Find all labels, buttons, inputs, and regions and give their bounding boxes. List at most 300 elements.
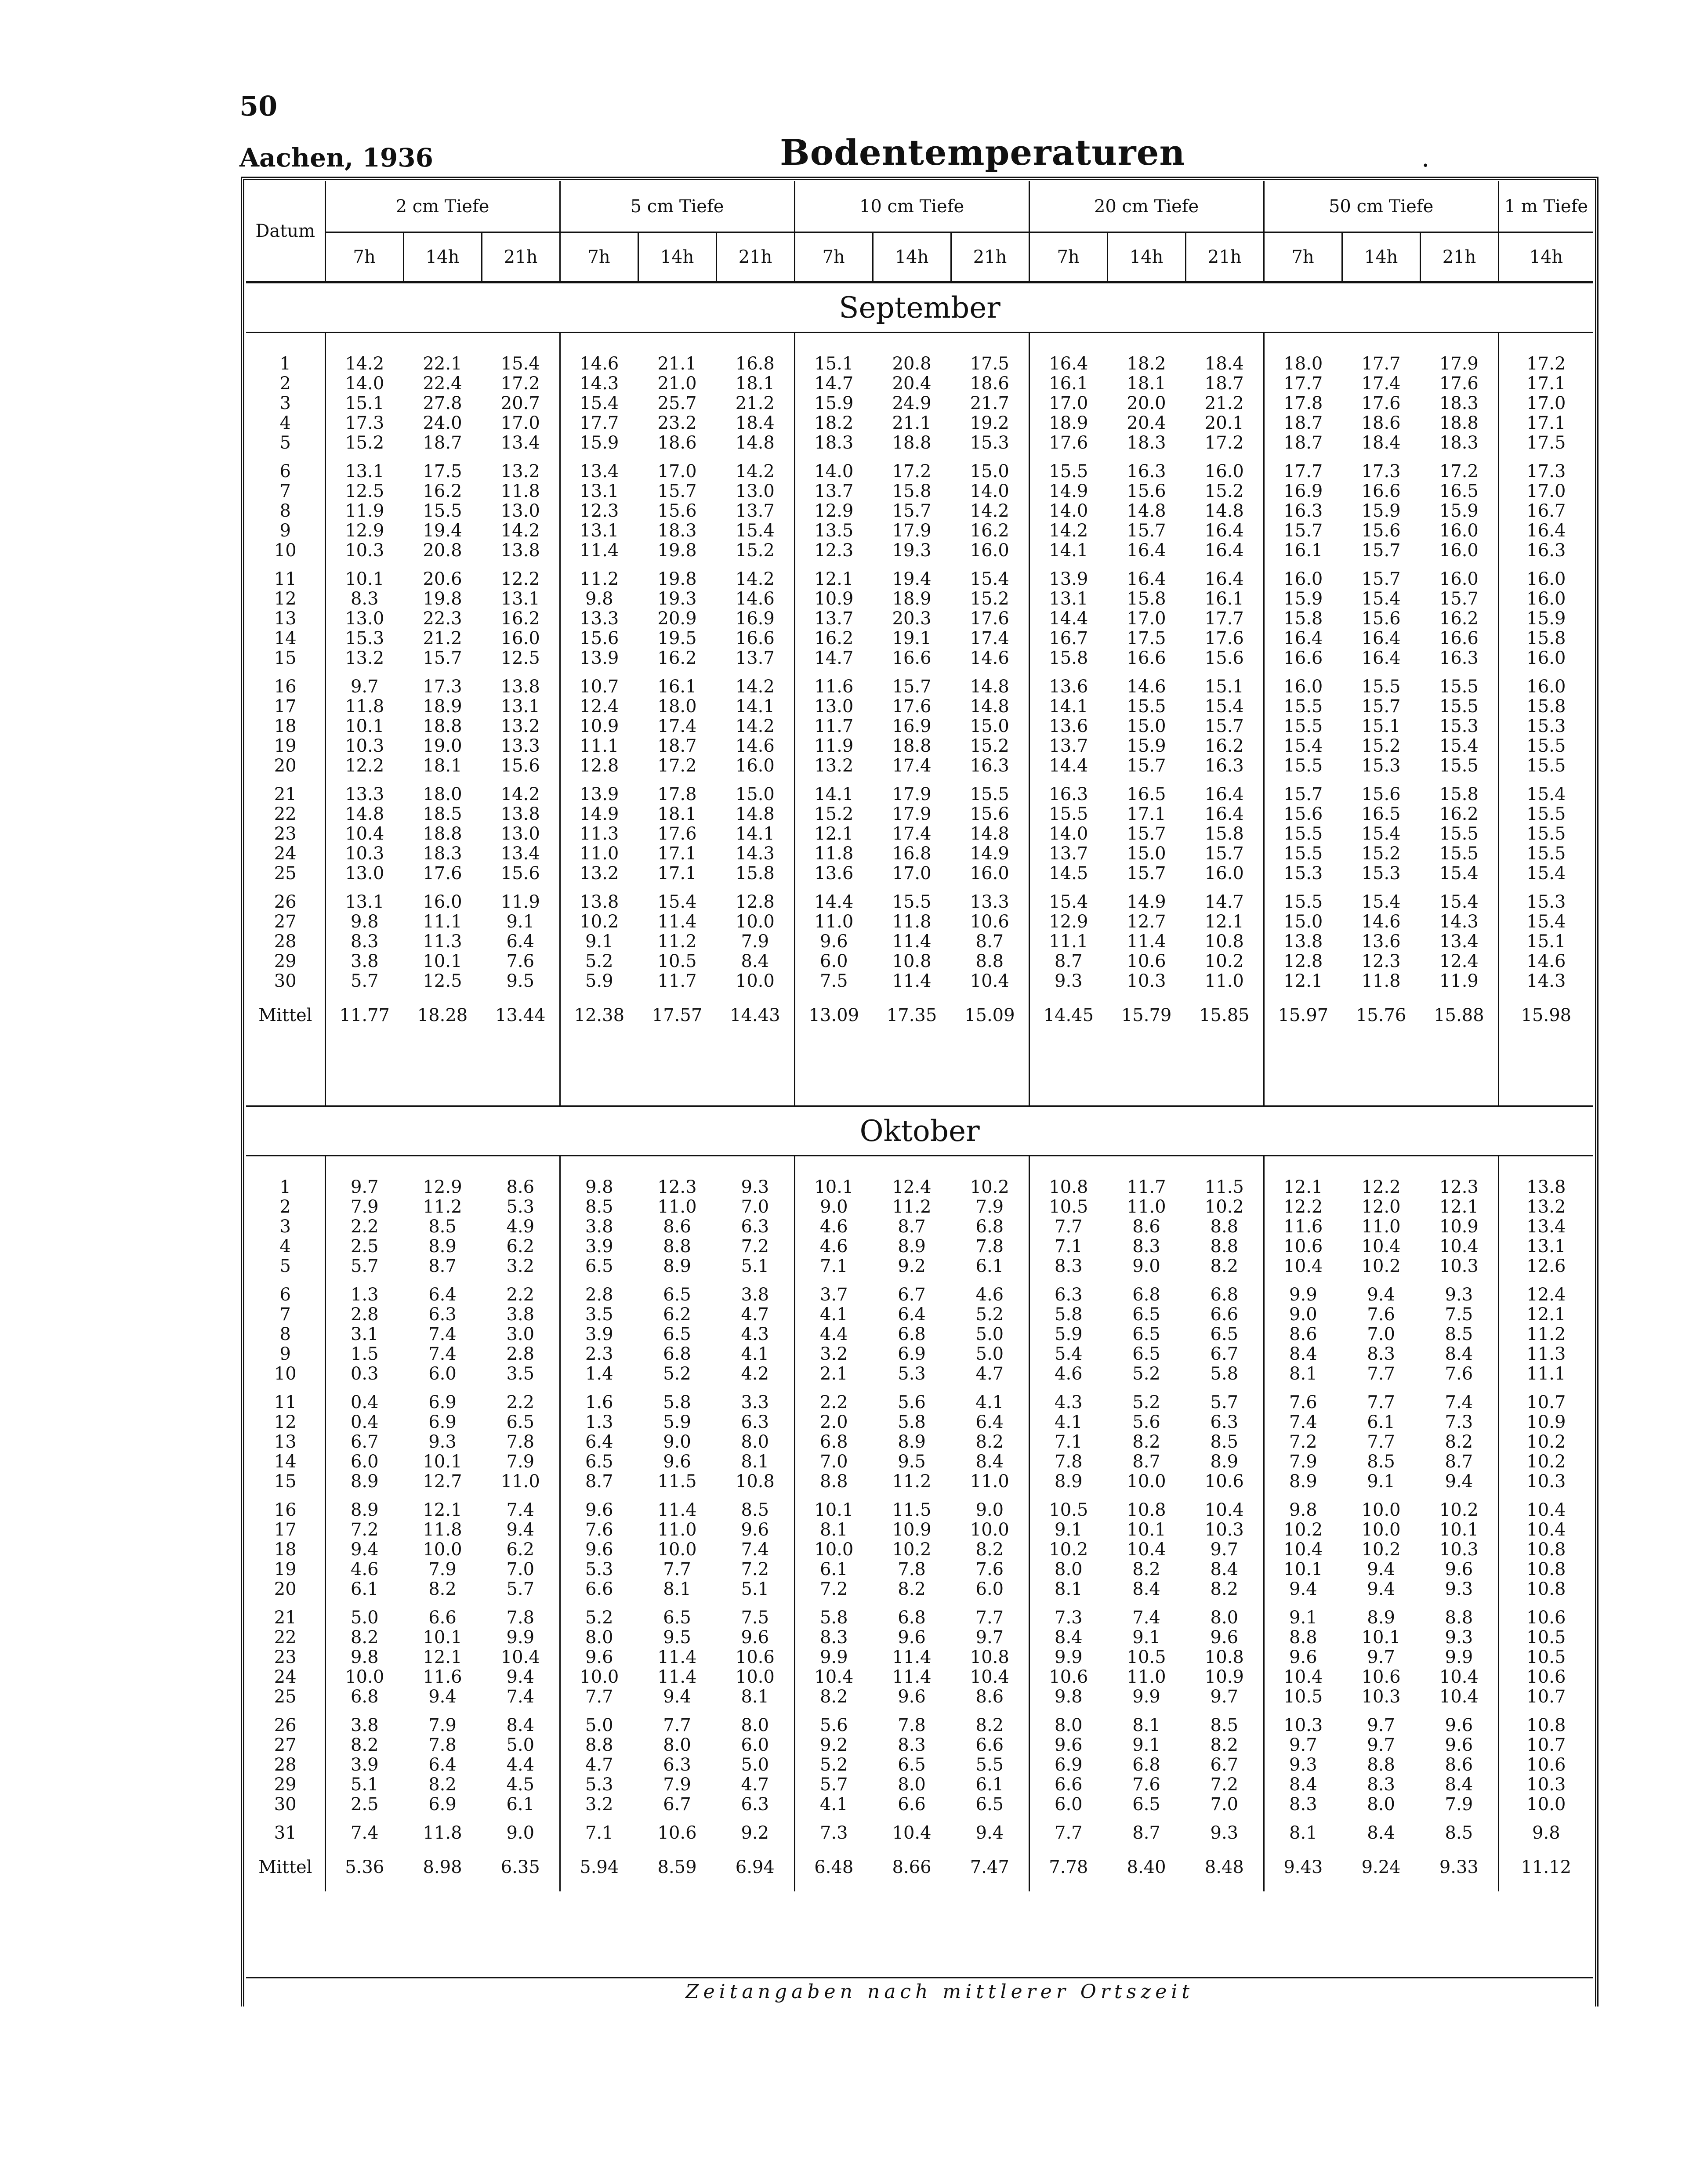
temp-cell: 11.0	[657, 1520, 697, 1540]
day-cell: 6	[246, 462, 325, 482]
temp-cell: 7.0	[820, 1452, 848, 1472]
temp-cell: 16.9	[892, 716, 932, 736]
temp-cell: 17.0	[1526, 393, 1566, 413]
temp-cell: 12.0	[1361, 1197, 1401, 1217]
temp-cell: 10.9	[1420, 1217, 1498, 1237]
temp-cell: 10.0	[657, 1539, 697, 1560]
temp-cell: 13.7	[814, 481, 854, 501]
temp-cell: 10.8	[1127, 1500, 1166, 1520]
temp-cell: 10.2	[1283, 1520, 1323, 1540]
spacer-cell	[638, 1492, 716, 1500]
temp-cell: 16.4	[1185, 521, 1264, 541]
spacer-cell	[638, 1815, 716, 1823]
temp-cell: 7.1	[820, 1256, 848, 1276]
spacer-cell	[246, 1276, 325, 1285]
temp-cell: 9.4	[482, 1520, 560, 1540]
temp-cell: 6.7	[1185, 1344, 1264, 1364]
temp-cell: 15.6	[580, 628, 619, 648]
spacer-cell	[873, 1707, 951, 1716]
spacer-cell	[716, 884, 794, 892]
temp-cell: 3.9	[585, 1236, 613, 1257]
temp-cell: 15.5	[1526, 844, 1566, 864]
temp-cell: 4.7	[716, 1775, 794, 1795]
soil-temperature-table	[246, 181, 1593, 1891]
spacer-cell	[1029, 1492, 1107, 1500]
temp-cell: 1.5	[350, 1344, 379, 1364]
temp-cell: 4.7	[585, 1755, 613, 1775]
temp-cell: 15.6	[951, 804, 1029, 824]
temp-cell: 13.3	[482, 736, 560, 756]
temp-cell: 5.0	[482, 1735, 560, 1755]
spacer-cell	[794, 1039, 873, 1106]
table-row	[246, 824, 1593, 844]
temp-cell: 10.2	[580, 912, 619, 932]
day-cell: 8	[246, 501, 325, 521]
temp-cell: 6.7	[898, 1285, 926, 1305]
time-header: 7h	[325, 232, 403, 283]
temp-cell: 18.0	[1283, 354, 1323, 374]
temp-cell: 17.4	[657, 716, 697, 736]
spacer-cell	[560, 453, 638, 462]
temp-cell: 10.6	[1283, 1236, 1323, 1257]
temp-cell: 14.6	[1526, 951, 1566, 971]
mean-cell: 8.98	[423, 1857, 462, 1877]
spacer-cell	[246, 1707, 325, 1716]
temp-cell: 10.0	[716, 912, 794, 932]
spacer-cell	[1498, 1815, 1593, 1823]
temp-cell: 12.8	[716, 892, 794, 912]
spacer-cell	[1185, 1599, 1264, 1608]
temp-cell: 17.8	[657, 784, 697, 804]
temp-cell: 6.8	[820, 1432, 848, 1452]
temp-cell: 10.6	[1185, 1472, 1264, 1492]
temp-cell: 17.6	[657, 824, 697, 844]
temp-cell: 11.3	[580, 824, 619, 844]
temp-cell: 10.6	[1049, 1667, 1088, 1687]
spacer-cell	[325, 1707, 403, 1716]
temp-cell: 18.5	[423, 804, 462, 824]
temp-cell: 9.9	[1055, 1647, 1083, 1667]
temp-cell: 14.2	[482, 785, 560, 804]
temp-cell: 12.2	[1361, 1177, 1401, 1197]
temp-cell: 15.4	[482, 354, 560, 374]
temp-cell: 21.0	[657, 373, 697, 394]
temp-cell: 13.1	[580, 481, 619, 501]
temp-cell: 10.4	[1526, 1500, 1566, 1520]
spacer-cell	[1185, 453, 1264, 462]
temp-cell: 7.1	[1055, 1236, 1083, 1257]
spacer-cell	[1342, 1276, 1420, 1285]
temp-cell: 12.9	[345, 521, 384, 541]
temp-cell: 15.7	[1361, 540, 1401, 561]
temp-cell: 15.0	[716, 785, 794, 804]
group-gap	[246, 1384, 1593, 1393]
temp-cell: 15.1	[345, 393, 384, 413]
spacer-cell	[1107, 1156, 1185, 1178]
temp-cell: 8.0	[1367, 1794, 1395, 1815]
temp-cell: 21.2	[1185, 394, 1264, 413]
temp-cell: 8.7	[898, 1217, 926, 1237]
temp-cell: 16.6	[1361, 481, 1401, 501]
depth-header-20cm: 20 cm Tiefe	[1029, 181, 1264, 232]
temp-cell: 17.6	[1361, 393, 1401, 413]
spacer-cell	[403, 1815, 482, 1823]
temp-cell: 9.3	[1420, 1285, 1498, 1305]
temp-cell: 15.7	[1185, 717, 1264, 736]
day-cell: 7	[246, 482, 325, 501]
temp-cell: 7.4	[1289, 1412, 1317, 1432]
temp-cell: 16.0	[1185, 864, 1264, 884]
temp-cell: 17.2	[1420, 462, 1498, 482]
spacer-cell	[246, 884, 325, 892]
group-gap	[246, 1707, 1593, 1716]
spacer-cell	[403, 884, 482, 892]
temp-cell: 13.6	[1049, 716, 1088, 736]
mean-cell: 7.78	[1049, 1857, 1088, 1877]
temp-cell: 18.8	[892, 433, 932, 453]
day-cell: 3	[246, 394, 325, 413]
spacer-cell	[560, 1156, 638, 1178]
temp-cell: 10.2	[951, 1177, 1029, 1197]
spacer-cell	[1420, 561, 1498, 569]
temp-cell: 17.1	[1127, 804, 1166, 824]
temp-cell: 12.8	[1283, 951, 1323, 971]
temp-cell: 5.0	[716, 1755, 794, 1775]
time-header: 14h	[638, 232, 716, 283]
temp-cell: 13.1	[345, 892, 384, 912]
temp-cell: 16.0	[1283, 569, 1323, 589]
temp-cell: 11.2	[657, 931, 697, 952]
temp-cell: 18.9	[423, 696, 462, 717]
temp-cell: 7.7	[1367, 1392, 1395, 1413]
temp-cell: 22.1	[423, 354, 462, 374]
temp-cell: 12.3	[814, 540, 854, 561]
table-row	[246, 1472, 1593, 1492]
spacer-cell	[1420, 1276, 1498, 1285]
temp-cell: 5.9	[585, 971, 613, 991]
temp-cell: 15.3	[1420, 717, 1498, 736]
temp-cell: 17.2	[892, 461, 932, 482]
temp-cell: 10.3	[1283, 1715, 1323, 1735]
temp-cell: 13.2	[814, 756, 854, 776]
temp-cell: 9.5	[663, 1627, 691, 1648]
table-row	[246, 1344, 1593, 1364]
temp-cell: 8.4	[482, 1716, 560, 1735]
temp-cell: 7.6	[1367, 1304, 1395, 1325]
day-cell: 23	[246, 1648, 325, 1667]
temp-cell: 16.3	[1185, 756, 1264, 776]
temp-cell: 16.2	[951, 521, 1029, 541]
temp-cell: 6.8	[951, 1217, 1029, 1237]
temp-cell: 10.4	[1127, 1539, 1166, 1560]
temp-cell: 5.1	[716, 1579, 794, 1599]
spacer-cell	[1185, 561, 1264, 569]
temp-cell: 18.6	[951, 374, 1029, 394]
table-row	[246, 1413, 1593, 1432]
temp-cell: 9.9	[1420, 1648, 1498, 1667]
temp-cell: 17.4	[892, 756, 932, 776]
temp-cell: 13.4	[482, 433, 560, 453]
temp-cell: 10.8	[1526, 1715, 1566, 1735]
temp-cell: 18.0	[423, 784, 462, 804]
table-row	[246, 569, 1593, 589]
spacer-cell	[1342, 668, 1420, 677]
table-row	[246, 1177, 1593, 1197]
temp-cell: 8.9	[350, 1500, 379, 1520]
mean-cell: 15.09	[951, 991, 1029, 1039]
temp-cell: 14.1	[716, 824, 794, 844]
spacer-cell	[716, 1815, 794, 1823]
temp-cell: 8.8	[1185, 1217, 1264, 1237]
day-cell: 8	[246, 1325, 325, 1344]
mean-cell: 7.47	[951, 1843, 1029, 1891]
temp-cell: 13.0	[814, 696, 854, 717]
temp-cell: 15.4	[657, 892, 697, 912]
temp-cell: 6.8	[1185, 1285, 1264, 1305]
spacer-cell	[716, 453, 794, 462]
temp-cell: 3.1	[350, 1324, 379, 1344]
temp-cell: 12.1	[1185, 912, 1264, 932]
mean-cell: 5.36	[345, 1857, 384, 1877]
temp-cell: 15.5	[1283, 716, 1323, 736]
temp-cell: 10.4	[1420, 1687, 1498, 1707]
temp-cell: 11.5	[1185, 1177, 1264, 1197]
temp-cell: 11.0	[1361, 1217, 1401, 1237]
temp-cell: 18.3	[657, 521, 697, 541]
temp-cell: 16.4	[1049, 354, 1088, 374]
temp-cell: 12.2	[345, 756, 384, 776]
spacer-cell	[716, 1707, 794, 1716]
time-header: 14h	[1498, 232, 1593, 283]
temp-cell: 8.2	[1185, 1735, 1264, 1755]
temp-cell: 17.3	[345, 413, 384, 433]
temp-cell: 8.0	[1055, 1559, 1083, 1579]
temp-cell: 7.0	[716, 1197, 794, 1217]
temp-cell: 13.0	[482, 501, 560, 521]
temp-cell: 18.3	[1420, 394, 1498, 413]
spacer-cell	[1420, 776, 1498, 785]
temp-cell: 16.0	[1526, 677, 1566, 697]
temp-cell: 9.6	[585, 1647, 613, 1667]
spacer-cell	[560, 333, 638, 355]
table-row	[246, 1716, 1593, 1735]
temp-cell: 15.4	[1361, 892, 1401, 912]
group-gap	[246, 1492, 1593, 1500]
temp-cell: 14.1	[716, 697, 794, 717]
temp-cell: 12.1	[1283, 971, 1323, 991]
depth-header-1m: 1 m Tiefe	[1498, 181, 1593, 232]
table-row	[246, 1608, 1593, 1628]
mean-cell: 9.24	[1361, 1857, 1401, 1877]
temp-cell: 6.1	[1367, 1412, 1395, 1432]
temp-cell: 15.7	[1185, 844, 1264, 864]
time-header: 7h	[794, 232, 873, 283]
temp-cell: 4.3	[1055, 1392, 1083, 1413]
spacer-cell	[1107, 1707, 1185, 1716]
spacer-cell	[1498, 1039, 1593, 1106]
spacer-cell	[1107, 1276, 1185, 1285]
spacer-cell	[1420, 1492, 1498, 1500]
temp-cell: 11.9	[814, 736, 854, 756]
temp-cell: 9.1	[585, 931, 613, 952]
temp-cell: 9.4	[1367, 1579, 1395, 1599]
temp-cell: 11.4	[892, 1647, 932, 1667]
temp-cell: 10.1	[1283, 1559, 1323, 1579]
temp-cell: 15.4	[1361, 824, 1401, 844]
temp-cell: 3.3	[716, 1393, 794, 1413]
temp-cell: 16.4	[1283, 628, 1323, 648]
spacer-cell	[873, 776, 951, 785]
temp-cell: 9.9	[482, 1628, 560, 1648]
day-cell: 22	[246, 804, 325, 824]
temp-cell: 16.1	[1283, 540, 1323, 561]
table-row	[246, 1217, 1593, 1237]
temp-cell: 12.2	[1283, 1197, 1323, 1217]
temp-cell: 17.3	[423, 677, 462, 697]
spacer-cell	[638, 561, 716, 569]
table-row	[246, 1452, 1593, 1472]
spacer-cell	[1342, 561, 1420, 569]
spacer-cell	[1420, 1815, 1498, 1823]
spacer-cell	[482, 1156, 560, 1178]
temp-cell: 10.4	[345, 824, 384, 844]
temp-cell: 11.9	[482, 892, 560, 912]
temp-cell: 18.8	[423, 716, 462, 736]
spacer-cell	[1264, 1156, 1342, 1178]
temp-cell: 8.3	[1055, 1256, 1083, 1276]
temp-cell: 15.5	[1526, 756, 1566, 776]
temp-cell: 17.5	[423, 461, 462, 482]
mean-cell: 6.48	[814, 1857, 854, 1877]
temp-cell: 7.4	[428, 1344, 457, 1364]
temp-cell: 10.6	[657, 1823, 697, 1843]
mean-cell: 17.57	[652, 1005, 703, 1025]
temp-cell: 11.0	[1185, 971, 1264, 991]
spacer-row	[246, 1156, 1593, 1178]
spacer-cell	[1029, 1039, 1107, 1106]
temp-cell: 9.5	[482, 971, 560, 991]
temp-cell: 9.2	[716, 1823, 794, 1843]
temp-cell: 10.9	[1526, 1412, 1566, 1432]
header-dot: .	[1421, 143, 1430, 173]
temp-cell: 7.8	[898, 1715, 926, 1735]
spacer-cell	[1264, 1276, 1342, 1285]
spacer-cell	[794, 1815, 873, 1823]
temp-cell: 16.2	[657, 648, 697, 668]
temp-cell: 4.2	[716, 1364, 794, 1384]
spacer-cell	[246, 453, 325, 462]
mean-label: Mittel	[246, 1843, 325, 1891]
temp-cell: 10.0	[716, 1667, 794, 1687]
spacer-cell	[246, 776, 325, 785]
time-header: 14h	[1342, 232, 1420, 283]
temp-cell: 14.2	[716, 462, 794, 482]
temp-cell: 15.4	[1420, 736, 1498, 756]
spacer-cell	[794, 776, 873, 785]
spacer-cell	[1029, 1276, 1107, 1285]
table-row	[246, 394, 1593, 413]
day-cell: 26	[246, 1716, 325, 1735]
temp-cell: 5.2	[585, 951, 613, 971]
month-title: September	[246, 283, 1593, 333]
temp-cell: 11.1	[1526, 1364, 1566, 1384]
temp-cell: 9.3	[428, 1432, 457, 1452]
temp-cell: 15.5	[892, 892, 932, 912]
temp-cell: 6.5	[951, 1795, 1029, 1815]
temp-cell: 5.0	[350, 1608, 379, 1628]
time-header: 21h	[716, 232, 794, 283]
temp-cell: 11.8	[482, 482, 560, 501]
temp-cell: 9.0	[1132, 1256, 1160, 1276]
temp-cell: 7.6	[482, 952, 560, 971]
temp-cell: 6.8	[350, 1687, 379, 1707]
temp-cell: 23.2	[657, 413, 697, 433]
temp-cell: 17.0	[892, 863, 932, 884]
table-row	[246, 1432, 1593, 1452]
temp-cell: 5.0	[951, 1344, 1029, 1364]
table-row	[246, 1237, 1593, 1257]
mean-cell: 9.43	[1283, 1857, 1323, 1877]
temp-cell: 6.5	[1132, 1304, 1160, 1325]
temp-cell: 16.4	[1127, 569, 1166, 589]
temp-cell: 16.0	[1185, 462, 1264, 482]
temp-cell: 13.8	[1526, 1177, 1566, 1197]
temp-cell: 10.3	[345, 844, 384, 864]
temp-cell: 15.4	[1185, 697, 1264, 717]
table-row	[246, 1687, 1593, 1707]
spacer-cell	[1420, 1707, 1498, 1716]
temp-cell: 10.2	[1185, 952, 1264, 971]
day-cell: 7	[246, 1305, 325, 1325]
temp-cell: 7.2	[1185, 1775, 1264, 1795]
spacer-cell	[403, 1156, 482, 1178]
temp-cell: 2.1	[820, 1364, 848, 1384]
temp-cell: 8.7	[1055, 951, 1083, 971]
spacer-cell	[1342, 1156, 1420, 1178]
temp-cell: 17.1	[657, 863, 697, 884]
time-header: 14h	[403, 232, 482, 283]
temp-cell: 19.3	[657, 589, 697, 609]
temp-cell: 8.3	[1132, 1236, 1160, 1257]
temp-cell: 13.1	[1526, 1236, 1566, 1257]
temp-cell: 6.6	[898, 1794, 926, 1815]
day-cell: 21	[246, 1608, 325, 1628]
day-cell: 29	[246, 952, 325, 971]
spacer-cell	[1185, 1815, 1264, 1823]
temp-cell: 19.3	[892, 540, 932, 561]
temp-cell: 8.7	[1132, 1452, 1160, 1472]
spacer-cell	[403, 1384, 482, 1393]
temp-cell: 5.6	[898, 1392, 926, 1413]
temp-cell: 0.4	[350, 1412, 379, 1432]
temp-cell: 10.8	[1185, 1648, 1264, 1667]
table-row	[246, 1795, 1593, 1815]
day-cell: 2	[246, 374, 325, 394]
temp-cell: 12.3	[657, 1177, 697, 1197]
temp-cell: 11.8	[423, 1520, 462, 1540]
temp-cell: 21.2	[423, 628, 462, 648]
temp-cell: 6.0	[820, 951, 848, 971]
temp-cell: 7.6	[1289, 1392, 1317, 1413]
mean-cell: 15.76	[1356, 1005, 1406, 1025]
temp-cell: 15.4	[716, 521, 794, 541]
temp-cell: 17.1	[1526, 373, 1566, 394]
day-cell: 10	[246, 1364, 325, 1384]
temp-cell: 10.5	[1127, 1647, 1166, 1667]
temp-cell: 10.6	[1526, 1667, 1566, 1687]
temp-cell: 17.7	[1283, 461, 1323, 482]
temp-cell: 13.2	[482, 717, 560, 736]
